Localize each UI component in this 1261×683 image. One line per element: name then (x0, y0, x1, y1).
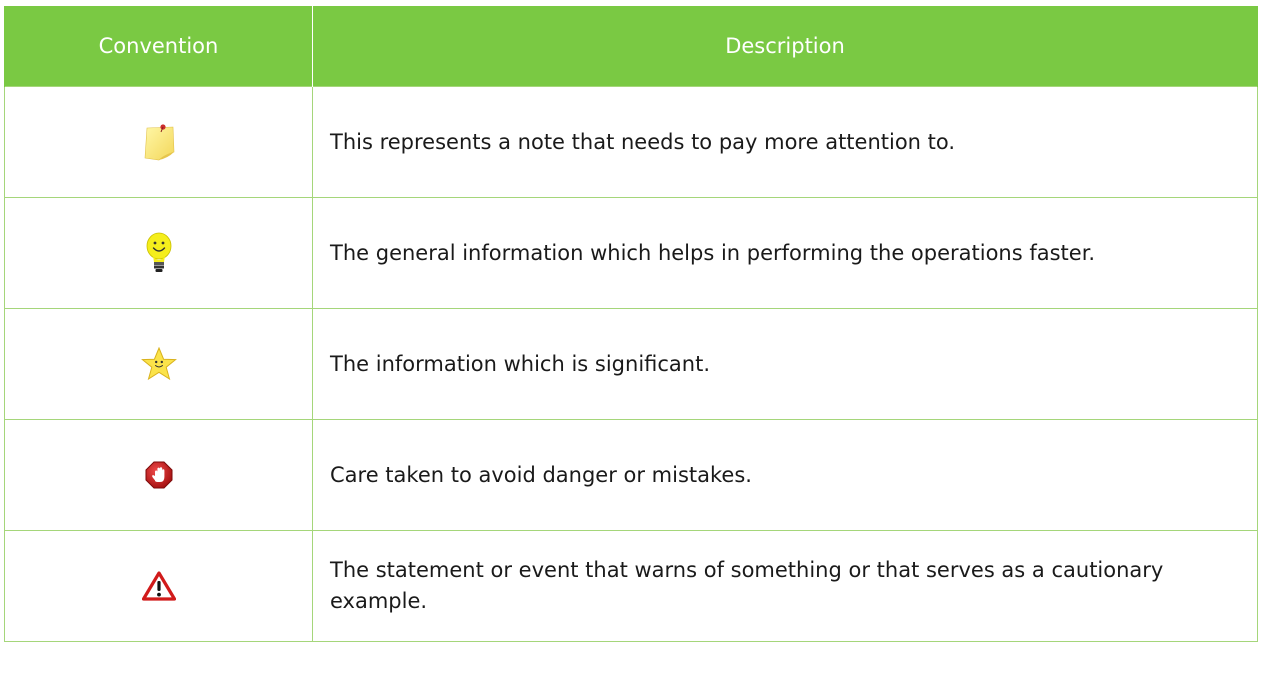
stop-hand-icon (145, 461, 173, 489)
table-row (5, 531, 1258, 642)
smiling-star-icon (141, 347, 177, 381)
description-cell: Care taken to avoid danger or mistakes. (313, 420, 1258, 531)
table-header-row (5, 6, 1258, 87)
convention-column-header: Convention (5, 6, 313, 87)
description-cell: The statement or event that warns of something or that serves as a cautionary example. (313, 531, 1258, 642)
table-row (5, 87, 1258, 198)
table-row (5, 420, 1258, 531)
convention-cell (5, 87, 313, 198)
description-cell: The general information which helps in performing the operations faster. (313, 198, 1258, 309)
description-column-header: Description (313, 6, 1258, 87)
convention-cell (5, 198, 313, 309)
convention-cell (5, 531, 313, 642)
smiling-lightbulb-icon (145, 232, 173, 274)
description-cell: This represents a note that needs to pay more attention to. (313, 87, 1258, 198)
table-row (5, 198, 1258, 309)
convention-cell (5, 420, 313, 531)
conventions-table (4, 6, 1258, 642)
warning-triangle-icon (142, 571, 176, 601)
convention-cell (5, 309, 313, 420)
table-row (5, 309, 1258, 420)
sticky-note-icon (141, 122, 177, 162)
description-cell: The information which is significant. (313, 309, 1258, 420)
